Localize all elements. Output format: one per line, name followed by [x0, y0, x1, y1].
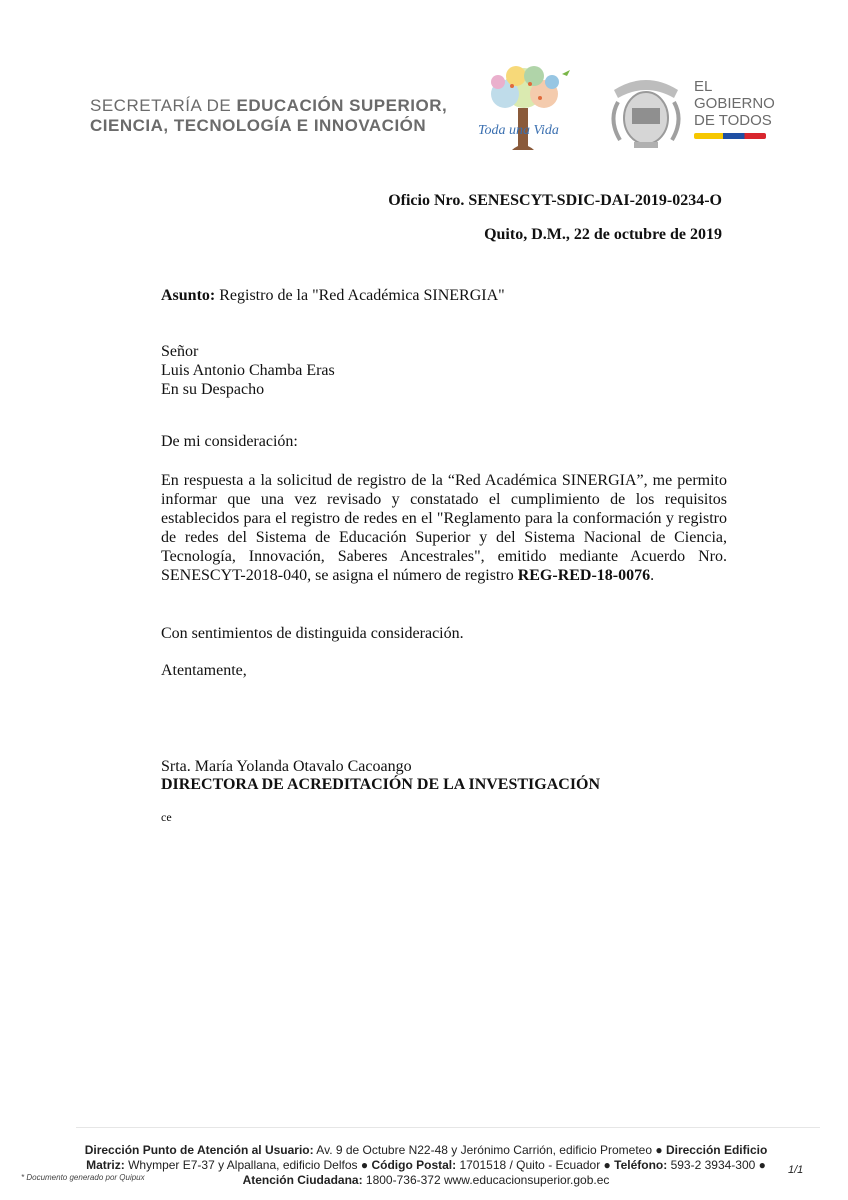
- subject-text: Registro de la "Red Académica SINERGIA": [215, 287, 505, 304]
- signer-name: Srta. María Yolanda Otavalo Cacoango: [161, 758, 412, 775]
- body-text: En respuesta a la solicitud de registro de la “Red Académica SINERGIA”, me permito informar que una vez revisado y constatado el cumplimiento de los requisitos establecidos para el registro de redes en el "Reglamento para la conformación y registro de redes del Sistema de Educación Superior y del Sistema Nacional de Ciencia, Tecnología, Innovación, Saberes Ancestrales", emitido mediante Acuerdo Nro. SENESCYT-2018-040, se asigna el número de registro: [161, 472, 727, 584]
- oficio-number: Oficio Nro. SENESCYT-SDIC-DAI-2019-0234-O: [388, 192, 722, 209]
- recipient-title: Señor: [161, 343, 199, 360]
- logo-tree-text: Toda una Vida: [478, 123, 559, 138]
- gov-line-1: EL: [694, 78, 713, 95]
- salutation: De mi consideración:: [161, 433, 298, 450]
- body-end: .: [650, 567, 655, 584]
- signer-title: DIRECTORA DE ACREDITACIÓN DE LA INVESTIGACIÓN: [161, 776, 601, 793]
- footer-label-main-building: Dirección Edificio Matriz:: [86, 1143, 768, 1172]
- institution-logo-text: [90, 96, 447, 136]
- recipient-location: En su Despacho: [161, 381, 265, 398]
- footer-value-user-address: Av. 9 de Octubre N22-48 y Jerónimo Carrión, edificio Prometeo ●: [313, 1143, 666, 1157]
- gobierno-de-todos-logo: [694, 78, 784, 139]
- institution-line1-bold: EDUCACIÓN SUPERIOR,: [236, 96, 448, 115]
- footer-address: [70, 1143, 782, 1188]
- gov-line-2: GOBIERNO: [694, 95, 775, 112]
- footer-label-user-address: Dirección Punto de Atención al Usuario:: [84, 1143, 314, 1157]
- gov-line-3: DE TODOS: [694, 112, 772, 129]
- footer-value-citizen-attention: 1800-736-372 www.educacionsuperior.gob.ec: [362, 1173, 610, 1187]
- quipux-note: * Documento generado por Quipux: [21, 1173, 145, 1182]
- recipient-block: [161, 342, 335, 399]
- subject-line: [161, 286, 505, 305]
- footer-label-postal-code: Código Postal:: [371, 1158, 457, 1172]
- closing-line: Con sentimientos de distinguida consideración.: [161, 625, 464, 642]
- body-paragraph: [161, 471, 727, 585]
- page-number: 1/1: [788, 1164, 804, 1176]
- sign-off: Atentamente,: [161, 662, 247, 679]
- ecuador-coat-of-arms-icon: [604, 68, 688, 152]
- institution-line2: CIENCIA, TECNOLOGÍA E INNOVACIÓN: [90, 116, 427, 135]
- institution-line1-light: SECRETARÍA DE: [90, 96, 232, 115]
- document-date: Quito, D.M., 22 de octubre de 2019: [484, 226, 722, 243]
- footer-label-phone: Teléfono:: [614, 1158, 668, 1172]
- footer-value-postal-code: 1701518 / Quito - Ecuador ●: [456, 1158, 615, 1172]
- gov-flag-bar: [694, 133, 766, 139]
- ce-initials: ce: [161, 810, 172, 824]
- footer-value-main-building: Whymper E7-37 y Alpallana, edificio Delfos ●: [124, 1158, 372, 1172]
- recipient-name: Luis Antonio Chamba Eras: [161, 362, 335, 379]
- footer-divider: [76, 1127, 820, 1128]
- footer-value-phone: 593-2 3934-300 ●: [667, 1158, 766, 1172]
- subject-label: Asunto:: [161, 287, 216, 304]
- footer-label-citizen-attention: Atención Ciudadana:: [242, 1173, 363, 1187]
- toda-una-vida-logo: [472, 56, 576, 158]
- registration-number: REG-RED-18-0076: [517, 567, 651, 584]
